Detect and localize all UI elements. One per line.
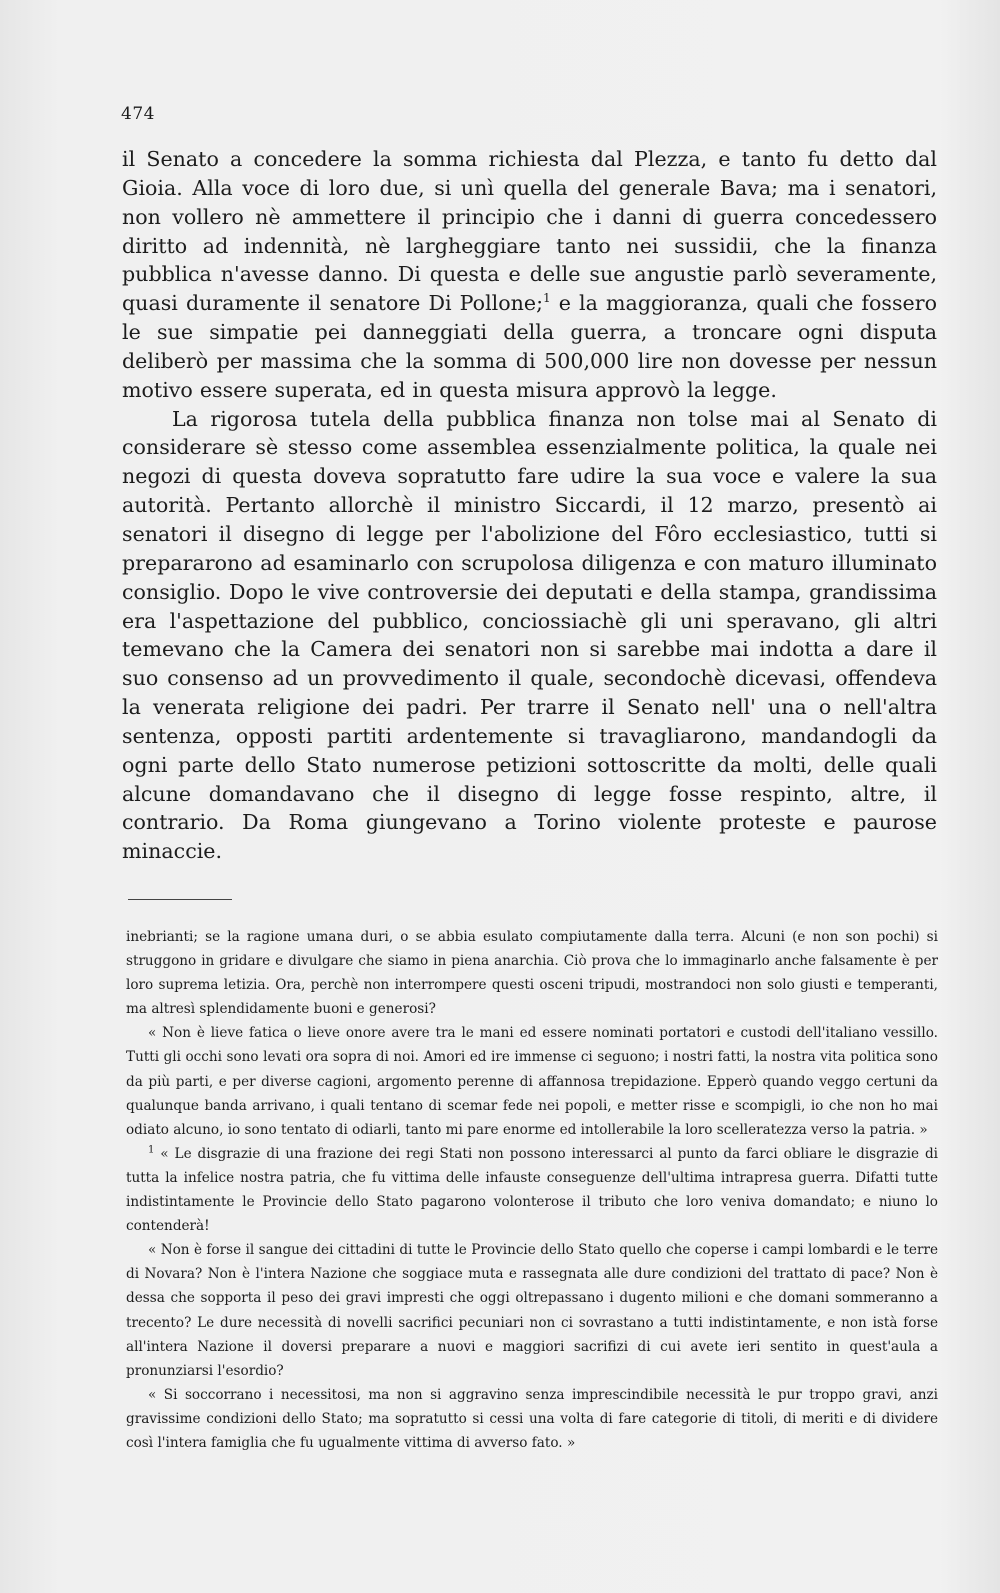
footnote-paragraph: « Non è lieve fatica o lieve onore avere tra le mani ed essere nominati portatori e custodi dell'italiano vessillo. Tutti gli occhi sono levati ora sopra di noi. Amori ed ire immense ci seguono; i nostri fatti, la nostra vita politica sono da più parti, e per diverse cagioni, argomento perenne di affannosa trepidazione. Epperò quando veggo certuni da qualunque banda arrivano, i quali tentano di scemar fede nei popoli, e metter risse e scompigli, io che non ho mai odiato alcuno, io sono tentato di odiarli, tanto mi pare enorme ed intollerabile la loro scelleratezza verso la patria. » <box>126 1025 938 1138</box>
paragraph-1 <box>122 145 937 405</box>
footnote-continuation: inebrianti; se la ragione umana duri, o se abbia esulato compiutamente dalla terra. Alcuni (e non son pochi) si struggono in gridare e divulgare che siamo in piena anarchia. Ciò prova che lo immaginarlo anche falsamente è per loro suprema letizia. Ora, perchè non interrompere questi osceni tripudi, mostrandoci non solo giusti e temperanti, ma altresì splendidamente buoni e generosi? <box>126 929 938 1018</box>
footnote-reference: 1 <box>543 291 551 306</box>
footnotes <box>126 925 938 1455</box>
footnote-marker: 1 <box>148 1144 155 1156</box>
main-text <box>122 145 937 866</box>
paragraph-1-text-continued: e la maggioranza, quali che fossero le sue simpatie pei danneggiati della guerra, a troncare ogni disputa deliberò per massima che la somma di 500,000 lire non dovesse per nessun motivo essere superata, ed in questa misura approvò la legge. <box>122 291 937 402</box>
paragraph-1-text: il Senato a concedere la somma richiesta dal Plezza, e tanto fu detto dal Gioia. Alla voce di loro due, si unì quella del generale Bava; ma i senatori, non vollero nè ammettere il principio che i danni di guerra concedessero diritto ad indennità, nè largheggiare tanto nei sussidii, che la finanza pubblica n'avesse danno. Di questa e delle sue angustie parlò severamente, quasi duramente il senatore Di Pollone; <box>122 147 937 316</box>
paragraph-2: La rigorosa tutela della pubblica finanza non tolse mai al Senato di considerare sè stesso come assemblea essenzialmente politica, la quale nei negozi di questa doveva sopratutto fare udire la sua voce e valere la sua autorità. Pertanto allorchè il ministro Siccardi, il 12 marzo, presentò ai senatori il disegno di legge per l'abolizione del Fôro ecclesiastico, tutti si prepararono ad esaminarlo con scrupolosa diligenza e con maturo illuminato consiglio. Dopo le vive controversie dei deputati e della stampa, grandissima era l'aspettazione del pubblico, conciossiachè gli uni speravano, gli altri temevano che la Camera dei senatori non si sarebbe mai indotta a dare il suo consenso ad un provvedimento il quale, secondochè dicevasi, offendeva la venerata religione dei padri. Per trarre il Senato nell' una o nell'altra sentenza, opposti partiti ardentemente si travagliarono, mandandogli da ogni parte dello Stato numerose petizioni sottoscritte da molti, delle quali alcune domandavano che il disegno di legge fosse respinto, altre, il contrario. Da Roma giungevano a Torino violente proteste e paurose minaccie. <box>122 406 937 864</box>
page-number: 474 <box>121 104 155 124</box>
footnote-1 <box>126 1142 938 1238</box>
footnote-paragraph: « Si soccorrano i necessitosi, ma non si aggravino senza imprescindibile necessità le pur troppo gravi, anzi gravissime condizioni dello Stato; ma sopratutto si cessi una volta di fare categorie di titoli, di meriti e di dividere così l'intera famiglia che fu ugualmente vittima di avverso fato. » <box>126 1386 938 1451</box>
footnote-paragraph: « Non è forse il sangue dei cittadini di tutte le Provincie dello Stato quello che coperse i campi lombardi e le terre di Novara? Non è l'intera Nazione che soggiace muta e rassegnata alle dure condizioni del trattato di pace? Non è dessa che sopporta il peso dei gravi impresti che oggi oltrepassano i dugento milioni e che domani sommeranno a trecento? Le dure necessità di novelli sacrifici pecuniari non ci sovrastano a tutti indistintamente, e non istà forse all'intera Nazione il doversi preparare a nuovi e maggiori sacrifizi di cui avete ieri sentito in quest'aula a pronunziarsi l'esordio? <box>126 1242 938 1379</box>
footnote-1-text: « Le disgrazie di una frazione dei regi Stati non possono interessarci al punto da farci obliare le disgrazie di tutta la infelice nostra patria, che fu vittima delle infauste conseguenze dell'ultima intrapresa guerra. Difatti tutte indistintamente le Provincie dello Stato pagarono volonterose il tributo che loro veniva domandato; e niuno lo contenderà! <box>126 1145 938 1235</box>
footnote-separator <box>128 899 232 900</box>
